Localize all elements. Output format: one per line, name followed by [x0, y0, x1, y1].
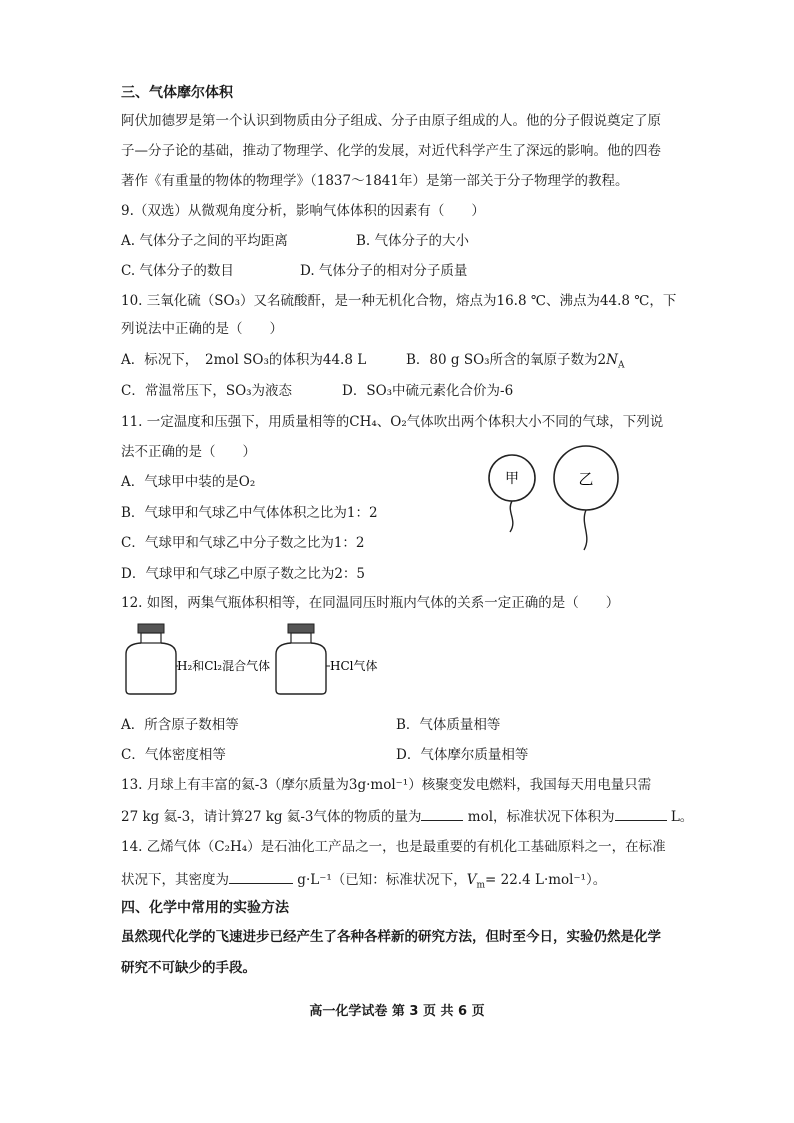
option-c: C. 气体分子的数目: [121, 263, 234, 279]
intro-line: 子—分子论的基础，推动了物理学、化学的发展，对近代科学产生了深远的影响。他的四卷: [121, 143, 661, 159]
question-stem: 14. 乙烯气体（C₂H₄）是石油化工产品之一，也是最重要的有机化工基础原料之一，在标准: [121, 839, 666, 855]
option-d: D．SO₃中硫元素化合价为-6: [342, 383, 514, 399]
option-b: B．气球甲和气球乙中气体体积之比为1：2: [121, 505, 378, 521]
question-stem: 11. 一定温度和压强下，用质量相等的CH₄、O₂气体吹出两个体积大小不同的气球，下列说: [121, 414, 664, 430]
question-stem: 10. 三氧化硫（SO₃）又名硫酸酐，是一种无机化合物，熔点为16.8 ℃、沸点为44.8 ℃，下: [121, 293, 677, 309]
answer-blank[interactable]: [615, 806, 667, 821]
option-b: B．气体质量相等: [396, 717, 501, 733]
section-title: 四、化学中常用的实验方法: [121, 900, 289, 916]
balloons-figure: [480, 440, 660, 580]
option-a: A. 气体分子之间的平均距离: [121, 233, 288, 249]
intro-line: 著作《有重量的物体的物理学》（1837～1841年）是第一部关于分子物理学的教程。: [121, 173, 629, 189]
option-a: A．所含原子数相等: [121, 717, 239, 733]
question-stem-cont: 27 kg 氦-3，请计算27 kg 氦-3气体的物质的量为 mol，标准状况下体积为 L。: [121, 806, 693, 826]
na-subscript: A: [617, 360, 625, 371]
option-a: A．气球甲中装的是O₂: [121, 474, 256, 490]
question-stem-cont: 法不正确的是（ ）: [121, 444, 256, 460]
vm-symbol: V: [466, 872, 477, 888]
option-d: D. 气体分子的相对分子质量: [300, 263, 468, 279]
balloon-label-small: 甲: [505, 471, 519, 487]
bottle-2-label: HCl气体: [330, 659, 378, 673]
option-c: C．气体密度相等: [121, 747, 226, 763]
gas-bottle-1: [126, 624, 270, 694]
na-symbol: N: [606, 352, 618, 368]
gas-bottle-2: [276, 624, 378, 694]
option-b: B．80 g SO₃所含的氧原子数为$2N_A$: [406, 352, 625, 371]
intro-line: 研究不可缺少的手段。: [121, 960, 256, 976]
option-b: B. 气体分子的大小: [356, 233, 470, 249]
question-stem: 12. 如图，两集气瓶体积相等，在同温同压时瓶内气体的关系一定正确的是（ ）: [121, 595, 620, 611]
bottle-1-label: H₂和Cl₂混合气体: [177, 659, 271, 673]
question-stem: 13. 月球上有丰富的氦-3（摩尔质量为3g·mol⁻¹）核聚变发电燃料，我国每天用电量只需: [121, 777, 652, 793]
gas-bottles-figure: [118, 620, 418, 700]
question-stem-cont: 列说法中正确的是（ ）: [121, 321, 283, 337]
answer-blank[interactable]: [421, 806, 463, 821]
balloon-small: [489, 455, 535, 532]
question-stem: 9.（双选）从微观角度分析，影响气体体积的因素有（ ）: [121, 203, 485, 219]
vm-subscript: m: [476, 880, 486, 891]
intro-line: 阿伏加德罗是第一个认识到物质由分子组成、分子由原子组成的人。他的分子假说奠定了原: [121, 113, 661, 129]
question-stem-cont: 状况下，其密度为 g·L⁻¹（已知：标准状况下，$V_m= 22.4$ L·mol⁻¹）。: [121, 869, 606, 895]
option-c: C．常温常压下，SO₃为液态: [121, 383, 293, 399]
section-title: 三、气体摩尔体积: [121, 85, 233, 101]
option-d: D．气体摩尔质量相等: [396, 747, 529, 763]
balloon-large: [554, 446, 618, 550]
option-a: A．标况下， 2mol SO₃的体积为44.8 L: [121, 352, 367, 368]
answer-blank[interactable]: [229, 869, 293, 884]
page-footer: 高一化学试卷 第 3 页 共 6 页: [309, 1004, 485, 1019]
option-c: C．气球甲和气球乙中分子数之比为1：2: [121, 535, 365, 551]
option-d: D．气球甲和气球乙中原子数之比为2：5: [121, 566, 366, 582]
balloon-label-large: 乙: [578, 470, 594, 488]
intro-line: 虽然现代化学的飞速进步已经产生了各种各样新的研究方法，但时至今日，实验仍然是化学: [121, 929, 661, 945]
